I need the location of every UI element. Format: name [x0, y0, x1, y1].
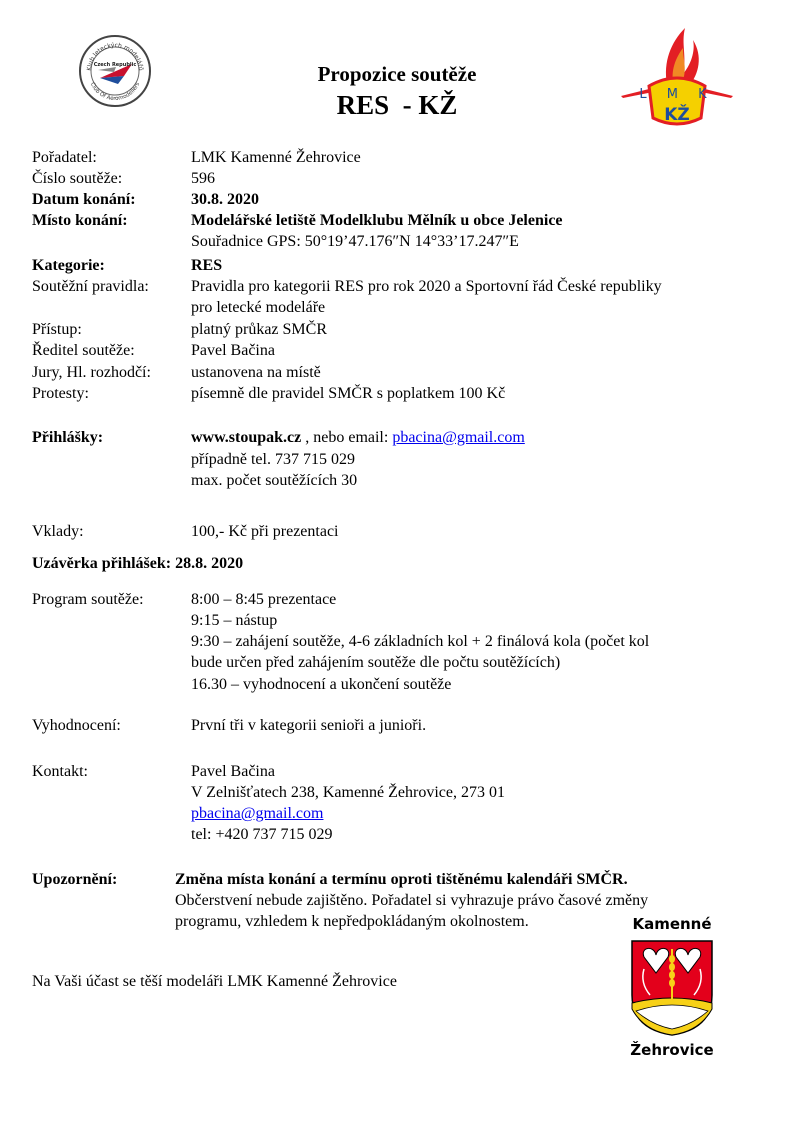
- fee-label: Vklady:: [32, 523, 84, 540]
- info-label: Jury, Hl. rozhodčí:: [32, 364, 151, 381]
- evaluation-label: Vyhodnocení:: [32, 717, 121, 734]
- contact-label: Kontakt:: [32, 763, 88, 780]
- program-line-text: 9:30 – zahájení soutěže, 4-6 základních kol + 2 finálová kola (počet kol: [191, 633, 650, 650]
- deadline: Uzávěrka přihlášek: 28.8. 2020: [32, 555, 244, 572]
- info-value: Pavel Bačina: [191, 342, 275, 359]
- info-value: písemně dle pravidel SMČR s poplatkem 100 Kč: [191, 385, 506, 402]
- lmk-logo: [613, 22, 741, 134]
- coat-top-text: Kamenné: [632, 915, 712, 933]
- info-value: pro letecké modeláře: [191, 299, 326, 316]
- info-label: Číslo soutěže:: [32, 170, 123, 187]
- info-label: Pořadatel:: [32, 149, 97, 166]
- info-label: Datum konání:: [32, 191, 136, 208]
- coat-bottom-text: Žehrovice: [630, 1041, 714, 1059]
- info-value: ustanovena na místě: [191, 364, 321, 381]
- closing-text: Na Vaši účast se těší modeláři LMK Kamenné Žehrovice: [32, 973, 397, 990]
- info-label: Protesty:: [32, 385, 89, 402]
- kz-letters: KŽ: [664, 105, 690, 125]
- evaluation-value: První tři v kategorii senioři a junioři.: [191, 717, 427, 734]
- program-line-text: 9:15 – nástup: [191, 612, 278, 629]
- fee-value: 100,- Kč při prezentaci: [191, 523, 339, 540]
- notice-line3: programu, vzhledem k nepředpokládaným okolnostem.: [175, 913, 529, 930]
- contact-name: Pavel Bačina: [191, 763, 275, 780]
- registration-max: max. počet soutěžících 30: [191, 472, 358, 489]
- program-line-text: 8:00 – 8:45 prezentace: [191, 591, 337, 608]
- info-value: LMK Kamenné Žehrovice: [191, 149, 361, 166]
- contact-address: V Zelnišťatech 238, Kamenné Žehrovice, 273 01: [191, 784, 505, 801]
- info-value: 596: [191, 170, 215, 187]
- registration-label: Přihlášky:: [32, 429, 104, 446]
- program-line-text: 16.30 – vyhodnocení a ukončení soutěže: [191, 676, 452, 693]
- registration-line: [191, 428, 525, 448]
- info-label: Přístup:: [32, 321, 82, 338]
- logo-text-top: Klub leteckých modelářů: [85, 41, 145, 72]
- registration-web: www.stoupak.cz: [191, 429, 302, 446]
- info-label: Soutěžní pravidla:: [32, 278, 149, 295]
- notice-label: Upozornění:: [32, 871, 118, 888]
- registration-email-prefix: , nebo email:: [301, 429, 393, 446]
- document-subtitle: RES - KŽ: [336, 90, 458, 120]
- lmk-letters: L M K: [639, 87, 715, 102]
- info-value: RES: [191, 257, 223, 274]
- registration-phone: případně tel. 737 715 029: [191, 451, 355, 468]
- info-value: 30.8. 2020: [191, 191, 259, 208]
- coat-of-arms: [622, 915, 722, 1063]
- logo-text-center: Czech Republic: [93, 62, 137, 68]
- info-value: Modelářské letiště Modelklubu Mělník u obce Jelenice: [191, 212, 563, 229]
- coat-of-arms-icon: [630, 939, 714, 1037]
- notice-bold: Změna místa konání a termínu oproti tištěnému kalendáři SMČR.: [175, 871, 628, 888]
- logo-text-bottom: Club Of Aeromodellers: [88, 81, 142, 103]
- contact-phone: tel: +420 737 715 029: [191, 826, 333, 843]
- info-value: Souřadnice GPS: 50°19’47.176″N 14°33’17.247″E: [191, 233, 519, 250]
- info-label: Kategorie:: [32, 257, 105, 274]
- notice-line2: Občerstvení nebude zajištěno. Pořadatel si vyhrazuje právo časové změny: [175, 892, 649, 909]
- info-value: platný průkaz SMČR: [191, 321, 327, 338]
- contact-email-link[interactable]: pbacina@gmail.com: [191, 805, 324, 822]
- program-line-text: bude určen před zahájením soutěže dle počtu soutěžících): [191, 654, 561, 671]
- document-title: Propozice soutěže: [317, 62, 477, 86]
- info-label: Místo konání:: [32, 212, 128, 229]
- info-value: Pravidla pro kategorii RES pro rok 2020 a Sportovní řád České republiky: [191, 278, 662, 295]
- registration-email-link[interactable]: pbacina@gmail.com: [392, 429, 525, 446]
- info-label: Ředitel soutěže:: [32, 342, 135, 359]
- program-label: Program soutěže:: [32, 591, 144, 608]
